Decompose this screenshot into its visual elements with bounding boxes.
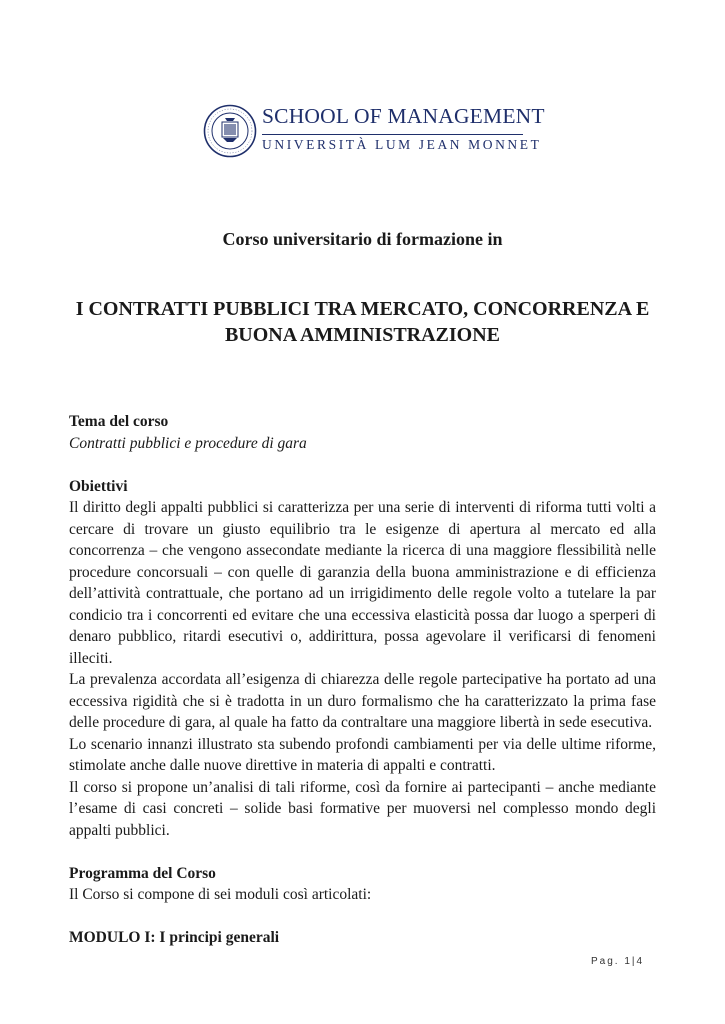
document-body [69, 411, 656, 949]
tema-heading: Tema del corso [69, 413, 169, 430]
obiettivi-paragraph: Il diritto degli appalti pubblici si caratterizza per una serie di interventi di riforma tutti volti a cercare di trovare un giusto equilibrio tra le esigenze di apertura al mercato ed alla concorrenza – che vengono assecondate mediante la ricerca di una maggiore flessibilità nelle procedure concorsuali – con quelle di garanzia della buona amministrazione e di efficienza dell’attività contrattuale, che portano ad un irrigidimento delle regole volto a tutelare la par condicio tra i concorrenti ed evitare che una eccessiva elasticità possa dar luogo a sperperi di denaro pubblico, ritardi esecutivi o, addirittura, possa agevolare il verificarsi di fenomeni illeciti. [69, 499, 656, 667]
university-seal-icon [203, 104, 257, 158]
brand-divider [262, 134, 523, 135]
programma-text: Il Corso si compone di sei moduli così articolati: [69, 886, 372, 903]
course-title-line-1: I CONTRATTI PUBBLICI TRA MERCATO, CONCORRENZA E [75, 298, 650, 320]
modulo-heading: MODULO I: I principi generali [69, 929, 280, 946]
course-intro: Corso universitario di formazione in [222, 229, 503, 249]
course-title [0, 296, 725, 348]
obiettivi-paragraph: Il corso si propone un’analisi di tali riforme, così da fornire ai partecipanti – anche mediante l’esame di casi concreti – solide basi formative per muoversi nel complesso mondo degli appalti pubblici. [69, 778, 656, 839]
brand-title: SCHOOL OF MANAGEMENT [262, 104, 545, 128]
programma-heading: Programma del Corso [69, 864, 216, 882]
school-logo [203, 104, 545, 160]
course-title-line-2: BUONA AMMINISTRAZIONE [224, 324, 501, 346]
brand-subtitle: UNIVERSITÀ LUM JEAN MONNET [262, 137, 542, 152]
tema-text: Contratti pubblici e procedure di gara [69, 434, 307, 452]
obiettivi-heading: Obiettivi [69, 477, 128, 495]
obiettivi-paragraph: La prevalenza accordata all’esigenza di chiarezza delle regole partecipative ha portato ad una eccessiva rigidità che si è tradotta in un duro formalismo che ha caratterizzato la prima fase delle procedure di gara, al quale ha fatto da contraltare una maggiore libertà in sede esecutiva. [69, 671, 656, 731]
obiettivi-paragraph: Lo scenario innanzi illustrato sta subendo profondi cambiamenti per via delle ultime riforme, stimolate anche dalle nuove direttive in materia di appalti e contratti. [69, 735, 656, 774]
page-number: Pag. 1|4 [591, 956, 645, 967]
